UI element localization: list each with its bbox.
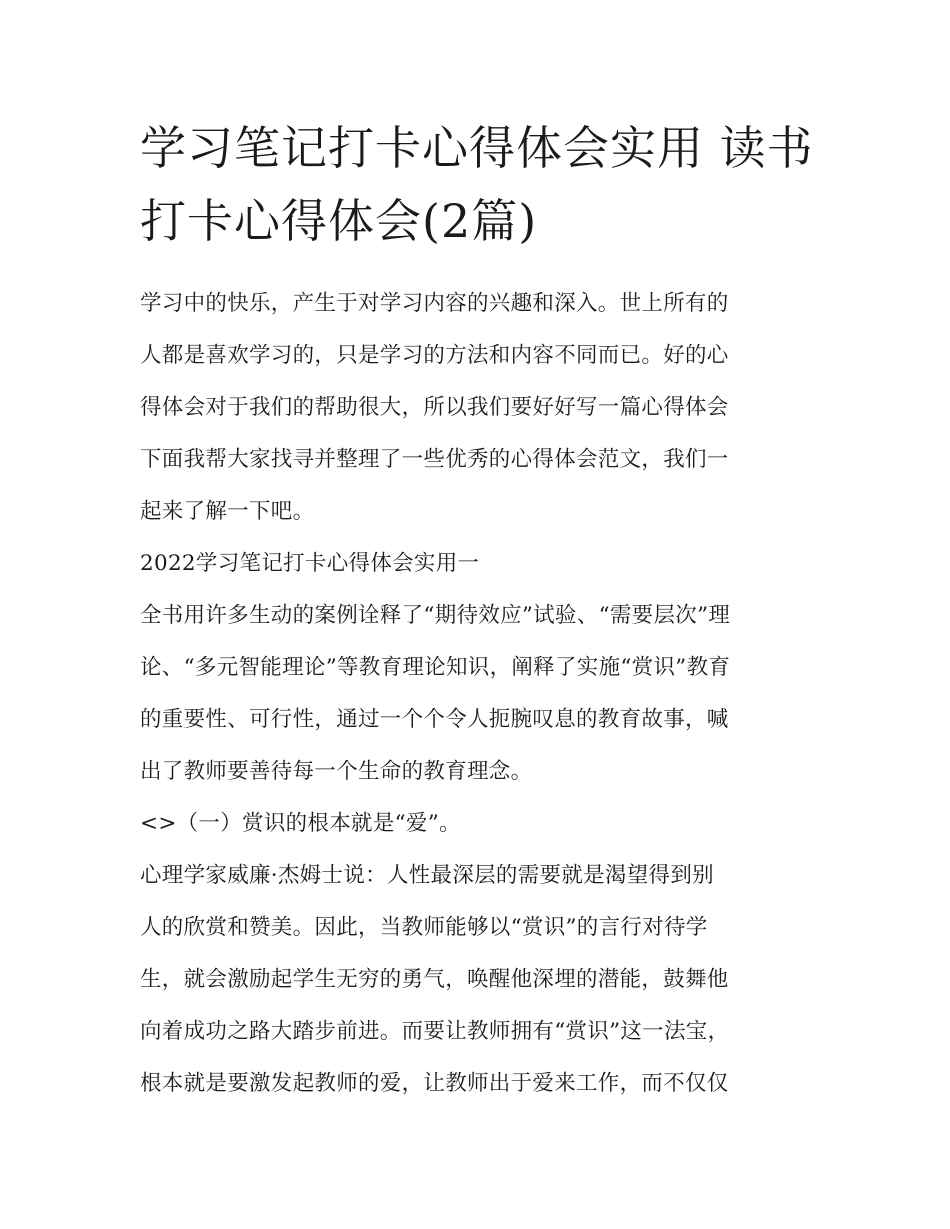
body-line: 得体会对于我们的帮助很大，所以我们要好好写一篇心得体会 [140,395,729,420]
body-line: 全书用许多生动的案例诠释了“期待效应”试验、“需要层次”理 [140,603,731,628]
body-line: 生，就会激励起学生无穷的勇气，唤醒他深埋的潜能，鼓舞他 [140,967,729,992]
document-title: 学习笔记打卡心得体会实用 读书打卡心得体会(2篇) [140,121,814,248]
body-line: 学习中的快乐，产生于对学习内容的兴趣和深入。世上所有的 [140,291,729,316]
body-line: 心理学家威廉·杰姆士说：人性最深层的需要就是渴望得到别 [140,863,714,888]
body-line: 人都是喜欢学习的，只是学习的方法和内容不同而已。好的心 [140,343,729,368]
document-body [140,278,820,1110]
subsection-heading: <>（一）赏识的根本就是“爱”。 [140,811,461,836]
body-line: 论、“多元智能理论”等教育理论知识，阐释了实施“赏识”教育 [140,655,731,680]
body-line: 向着成功之路大踏步前进。而要让教师拥有“赏识”这一法宝， [140,1019,730,1044]
section-heading: 2022学习笔记打卡心得体会实用一 [140,551,480,576]
body-line: 下面我帮大家找寻并整理了一些优秀的心得体会范文，我们一 [140,447,729,472]
body-line: 出了教师要善待每一个生命的教育理念。 [140,759,533,784]
body-line: 起来了解一下吧。 [140,499,315,524]
body-line: 的重要性、可行性，通过一个个令人扼腕叹息的教育故事，喊 [140,707,729,732]
body-line: 人的欣赏和赞美。因此，当教师能够以“赏识”的言行对待学 [140,915,708,940]
body-line: 根本就是要激发起教师的爱，让教师出于爱来工作，而不仅仅 [140,1071,729,1096]
document-page [140,112,820,1110]
